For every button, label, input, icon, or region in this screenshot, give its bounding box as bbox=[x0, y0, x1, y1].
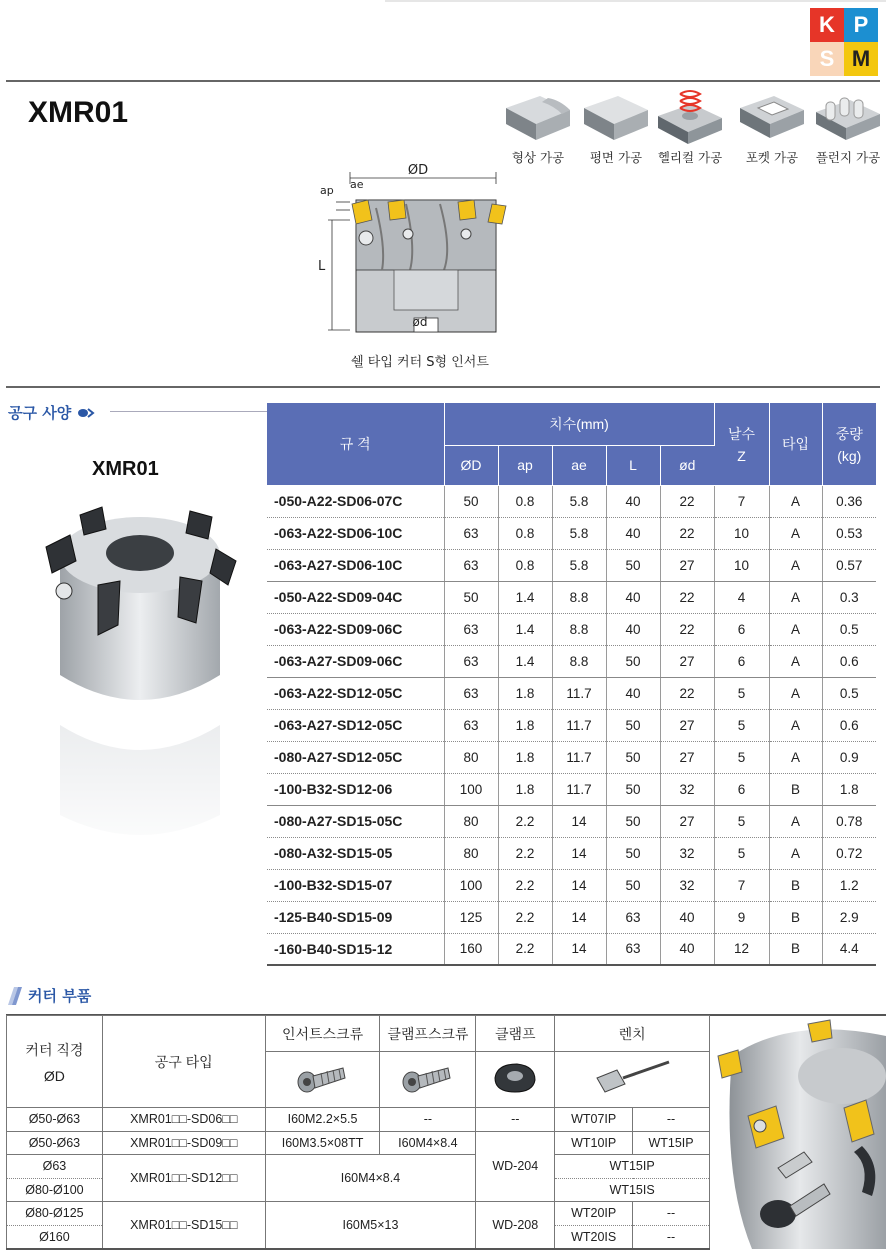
cell-insert-screw: I60M3.5×08TT bbox=[265, 1131, 380, 1155]
cell-flutes: 10 bbox=[714, 549, 769, 581]
cell-wrench-1: WT20IS bbox=[555, 1225, 633, 1249]
cell-weight: 0.53 bbox=[822, 517, 876, 549]
cell-flutes: 7 bbox=[714, 485, 769, 517]
cell-l: 50 bbox=[606, 741, 660, 773]
spec-row bbox=[267, 709, 876, 741]
cell-type: A bbox=[769, 645, 822, 677]
cell-wrench-1: WT07IP bbox=[555, 1108, 633, 1132]
spec-row bbox=[267, 741, 876, 773]
cell-designation: -063-A22-SD06-10C bbox=[267, 517, 444, 549]
cell-ap: 1.4 bbox=[498, 581, 552, 613]
operation-face bbox=[576, 88, 656, 166]
cell-tool-type: XMR01□□-SD09□□ bbox=[102, 1131, 265, 1155]
header-flutes-sub: Z bbox=[737, 447, 746, 464]
cell-ae: 5.8 bbox=[552, 549, 606, 581]
cell-type: A bbox=[769, 741, 822, 773]
cell-bore: 22 bbox=[660, 517, 714, 549]
cell-od: 63 bbox=[444, 709, 498, 741]
cell-diameter: Ø50-Ø63 bbox=[7, 1108, 103, 1132]
operation-label: 플런지 가공 bbox=[815, 150, 881, 165]
cell-ae: 5.8 bbox=[552, 485, 606, 517]
spec-row bbox=[267, 773, 876, 805]
cell-ae: 8.8 bbox=[552, 645, 606, 677]
cell-type: A bbox=[769, 613, 822, 645]
cell-wrench-2: -- bbox=[633, 1202, 710, 1226]
cell-l: 50 bbox=[606, 709, 660, 741]
logo-letter-s: S bbox=[810, 42, 844, 76]
cell-designation: -063-A22-SD09-06C bbox=[267, 613, 444, 645]
cell-bore: 32 bbox=[660, 837, 714, 869]
header-bore: ød bbox=[660, 445, 714, 485]
header-tool-type: 공구 타입 bbox=[102, 1016, 265, 1108]
parts-section-label: 커터 부품 bbox=[28, 987, 92, 1005]
cell-screw: I60M4×8.4 bbox=[265, 1155, 476, 1202]
cell-type: A bbox=[769, 581, 822, 613]
cell-designation: -125-B40-SD15-09 bbox=[267, 901, 444, 933]
wrench-image bbox=[555, 1052, 710, 1108]
cell-wrench: WT15IS bbox=[555, 1178, 710, 1202]
cell-weight: 0.57 bbox=[822, 549, 876, 581]
cell-od: 100 bbox=[444, 869, 498, 901]
cell-type: A bbox=[769, 549, 822, 581]
cell-weight: 2.9 bbox=[822, 901, 876, 933]
cell-bore: 27 bbox=[660, 709, 714, 741]
cell-flutes: 10 bbox=[714, 517, 769, 549]
cell-od: 160 bbox=[444, 933, 498, 965]
cell-bore: 22 bbox=[660, 677, 714, 709]
cell-ap: 1.8 bbox=[498, 709, 552, 741]
cell-bore: 27 bbox=[660, 549, 714, 581]
cell-od: 63 bbox=[444, 517, 498, 549]
wrench-icon bbox=[587, 1058, 677, 1098]
spec-row bbox=[267, 517, 876, 549]
cell-type: B bbox=[769, 869, 822, 901]
cell-flutes: 5 bbox=[714, 709, 769, 741]
cell-diameter: Ø160 bbox=[7, 1225, 103, 1249]
cell-ap: 1.8 bbox=[498, 741, 552, 773]
cell-wrench-2: -- bbox=[633, 1225, 710, 1249]
cell-designation: -063-A27-SD09-06C bbox=[267, 645, 444, 677]
cell-designation: -063-A27-SD06-10C bbox=[267, 549, 444, 581]
cell-diameter: Ø50-Ø63 bbox=[7, 1131, 103, 1155]
cell-flutes: 6 bbox=[714, 645, 769, 677]
cell-bore: 40 bbox=[660, 901, 714, 933]
header-weight-sub: (kg) bbox=[837, 447, 862, 464]
cell-type: B bbox=[769, 901, 822, 933]
cell-weight: 0.5 bbox=[822, 613, 876, 645]
cell-od: 63 bbox=[444, 549, 498, 581]
cell-weight: 0.6 bbox=[822, 709, 876, 741]
header-weight bbox=[822, 403, 876, 485]
cell-weight: 0.5 bbox=[822, 677, 876, 709]
header-clamp: 클램프 bbox=[476, 1016, 555, 1052]
cell-bore: 22 bbox=[660, 485, 714, 517]
product-label: XMR01 bbox=[92, 458, 159, 480]
cell-weight: 0.36 bbox=[822, 485, 876, 517]
spec-row bbox=[267, 933, 876, 965]
cell-od: 63 bbox=[444, 645, 498, 677]
cell-diameter: Ø80-Ø125 bbox=[7, 1202, 103, 1226]
dim-length: L bbox=[318, 259, 326, 274]
operation-helical bbox=[650, 88, 730, 166]
cell-bore: 27 bbox=[660, 741, 714, 773]
cell-ae: 11.7 bbox=[552, 709, 606, 741]
cell-flutes: 4 bbox=[714, 581, 769, 613]
header-flutes-label: 날수 bbox=[727, 425, 756, 442]
cell-l: 40 bbox=[606, 581, 660, 613]
cell-od: 63 bbox=[444, 613, 498, 645]
section-title-rule bbox=[110, 411, 270, 412]
cell-l: 40 bbox=[606, 677, 660, 709]
section-divider bbox=[6, 386, 880, 388]
operation-profile bbox=[498, 88, 578, 166]
cell-flutes: 5 bbox=[714, 741, 769, 773]
cell-ap: 1.4 bbox=[498, 613, 552, 645]
cell-ap: 2.2 bbox=[498, 869, 552, 901]
cell-flutes: 9 bbox=[714, 901, 769, 933]
cell-ae: 14 bbox=[552, 837, 606, 869]
clamp-screw-image bbox=[380, 1052, 476, 1108]
cell-designation: -080-A32-SD15-05 bbox=[267, 837, 444, 869]
cell-type: B bbox=[769, 773, 822, 805]
profile-machining-icon bbox=[502, 88, 574, 144]
cell-wrench-2: -- bbox=[633, 1108, 710, 1132]
spec-row bbox=[267, 677, 876, 709]
cell-type: A bbox=[769, 517, 822, 549]
cell-ae: 11.7 bbox=[552, 773, 606, 805]
header-cutter-diameter-label: 커터 직경 bbox=[25, 1041, 84, 1058]
cell-od: 100 bbox=[444, 773, 498, 805]
cell-designation: -100-B32-SD15-07 bbox=[267, 869, 444, 901]
cell-ap: 2.2 bbox=[498, 837, 552, 869]
cell-tool-type: XMR01□□-SD15□□ bbox=[102, 1202, 265, 1249]
cell-ae: 14 bbox=[552, 805, 606, 837]
cell-bore: 22 bbox=[660, 581, 714, 613]
plunge-machining-icon bbox=[812, 88, 884, 144]
cell-flutes: 5 bbox=[714, 837, 769, 869]
cell-bore: 32 bbox=[660, 869, 714, 901]
cell-weight: 4.4 bbox=[822, 933, 876, 965]
cell-ae: 14 bbox=[552, 869, 606, 901]
cell-l: 50 bbox=[606, 837, 660, 869]
cell-type: B bbox=[769, 933, 822, 965]
cell-bore: 27 bbox=[660, 805, 714, 837]
operation-label: 형상 가공 bbox=[511, 150, 565, 165]
cell-clamp-screw: -- bbox=[380, 1108, 476, 1132]
cell-tool-type: XMR01□□-SD12□□ bbox=[102, 1155, 265, 1202]
slash-marker-icon bbox=[8, 987, 22, 1005]
header-cutter-diameter bbox=[7, 1016, 103, 1108]
cell-ae: 5.8 bbox=[552, 517, 606, 549]
cell-l: 63 bbox=[606, 933, 660, 965]
operation-pocket bbox=[732, 88, 812, 166]
cell-designation: -063-A22-SD12-05C bbox=[267, 677, 444, 709]
cell-type: A bbox=[769, 677, 822, 709]
header-type: 타입 bbox=[769, 403, 822, 485]
double-chevron-icon bbox=[77, 408, 95, 418]
insert-screw-image bbox=[265, 1052, 380, 1108]
header-divider bbox=[6, 80, 880, 82]
spec-table bbox=[267, 403, 876, 966]
spec-table-body bbox=[267, 485, 876, 965]
operation-plunge bbox=[808, 88, 886, 166]
dim-ae: ae bbox=[350, 178, 364, 191]
parts-row bbox=[7, 1155, 710, 1179]
face-machining-icon bbox=[580, 88, 652, 144]
cell-ap: 1.8 bbox=[498, 677, 552, 709]
cell-od: 50 bbox=[444, 485, 498, 517]
helical-machining-icon bbox=[654, 88, 726, 144]
cell-ap: 2.2 bbox=[498, 901, 552, 933]
spec-row bbox=[267, 869, 876, 901]
drawing-caption: 쉘 타입 커터 S형 인서트 bbox=[351, 355, 489, 370]
header-wrench: 렌치 bbox=[555, 1016, 710, 1052]
cell-designation: -160-B40-SD15-12 bbox=[267, 933, 444, 965]
cell-designation: -050-A22-SD06-07C bbox=[267, 485, 444, 517]
cell-flutes: 7 bbox=[714, 869, 769, 901]
header-ap: ap bbox=[498, 445, 552, 485]
operation-label: 평면 가공 bbox=[589, 150, 643, 165]
cell-ae: 11.7 bbox=[552, 677, 606, 709]
spec-row bbox=[267, 837, 876, 869]
cell-ap: 1.8 bbox=[498, 773, 552, 805]
header-weight-label: 중량 bbox=[835, 425, 863, 442]
cell-ap: 2.2 bbox=[498, 933, 552, 965]
cell-l: 50 bbox=[606, 773, 660, 805]
spec-row bbox=[267, 901, 876, 933]
cell-bore: 27 bbox=[660, 645, 714, 677]
top-rule bbox=[385, 0, 886, 2]
header-l: L bbox=[606, 445, 660, 485]
logo-letter-m: M bbox=[844, 42, 878, 76]
cell-l: 40 bbox=[606, 485, 660, 517]
cell-l: 50 bbox=[606, 869, 660, 901]
cell-wrench-1: WT20IP bbox=[555, 1202, 633, 1226]
cell-insert-screw: I60M2.2×5.5 bbox=[265, 1108, 380, 1132]
cell-weight: 0.9 bbox=[822, 741, 876, 773]
cell-flutes: 6 bbox=[714, 773, 769, 805]
spec-row bbox=[267, 581, 876, 613]
cell-bore: 32 bbox=[660, 773, 714, 805]
cell-screw: I60M5×13 bbox=[265, 1202, 476, 1249]
cell-weight: 0.78 bbox=[822, 805, 876, 837]
cell-od: 80 bbox=[444, 741, 498, 773]
spec-row bbox=[267, 645, 876, 677]
header-designation: 규 격 bbox=[267, 403, 444, 485]
cell-l: 40 bbox=[606, 613, 660, 645]
header-cutter-diameter-sub: ØD bbox=[43, 1067, 65, 1084]
dim-ap: ap bbox=[320, 184, 334, 197]
cell-designation: -080-A27-SD15-05C bbox=[267, 805, 444, 837]
cutter-closeup-photo bbox=[712, 1016, 886, 1249]
spec-row bbox=[267, 613, 876, 645]
cell-od: 80 bbox=[444, 805, 498, 837]
cell-ae: 14 bbox=[552, 933, 606, 965]
cell-designation: -050-A22-SD09-04C bbox=[267, 581, 444, 613]
cell-weight: 0.3 bbox=[822, 581, 876, 613]
clamp-icon bbox=[487, 1058, 543, 1098]
cell-ae: 8.8 bbox=[552, 581, 606, 613]
cell-ae: 8.8 bbox=[552, 613, 606, 645]
spec-section-title bbox=[8, 402, 95, 423]
cell-diameter: Ø80-Ø100 bbox=[7, 1178, 103, 1202]
cell-l: 50 bbox=[606, 805, 660, 837]
parts-row bbox=[7, 1131, 710, 1155]
cell-flutes: 5 bbox=[714, 805, 769, 837]
header-insert-screw: 인서트스크류 bbox=[265, 1016, 380, 1052]
parts-row bbox=[7, 1108, 710, 1132]
cell-wrench-2: WT15IP bbox=[633, 1131, 710, 1155]
pocket-machining-icon bbox=[736, 88, 808, 144]
logo-letter-p: P bbox=[844, 8, 878, 42]
cell-flutes: 6 bbox=[714, 613, 769, 645]
header-ae: ae bbox=[552, 445, 606, 485]
cell-type: A bbox=[769, 485, 822, 517]
cell-designation: -063-A27-SD12-05C bbox=[267, 709, 444, 741]
cell-od: 63 bbox=[444, 677, 498, 709]
cell-ae: 11.7 bbox=[552, 741, 606, 773]
header-flutes bbox=[714, 403, 769, 485]
cell-ae: 14 bbox=[552, 901, 606, 933]
clamp-image bbox=[476, 1052, 555, 1108]
cell-designation: -080-A27-SD12-05C bbox=[267, 741, 444, 773]
cell-flutes: 5 bbox=[714, 677, 769, 709]
cell-od: 50 bbox=[444, 581, 498, 613]
spec-row bbox=[267, 549, 876, 581]
dim-diameter: ØD bbox=[407, 163, 429, 178]
cell-diameter: Ø63 bbox=[7, 1155, 103, 1179]
cell-ap: 0.8 bbox=[498, 517, 552, 549]
cell-ap: 2.2 bbox=[498, 805, 552, 837]
logo-letter-k: K bbox=[810, 8, 844, 42]
cell-l: 50 bbox=[606, 645, 660, 677]
cell-type: A bbox=[769, 805, 822, 837]
insert-screw-icon bbox=[293, 1058, 353, 1098]
cell-clamp: WD-204 bbox=[476, 1131, 555, 1202]
parts-row bbox=[7, 1202, 710, 1226]
cell-bore: 22 bbox=[660, 613, 714, 645]
cell-clamp-screw: I60M4×8.4 bbox=[380, 1131, 476, 1155]
cell-clamp: WD-208 bbox=[476, 1202, 555, 1249]
header-od: ØD bbox=[444, 445, 498, 485]
cell-flutes: 12 bbox=[714, 933, 769, 965]
cell-ap: 0.8 bbox=[498, 549, 552, 581]
cell-l: 63 bbox=[606, 901, 660, 933]
header-clamp-screw: 클램프스크류 bbox=[380, 1016, 476, 1052]
cell-ap: 1.4 bbox=[498, 645, 552, 677]
cell-od: 80 bbox=[444, 837, 498, 869]
cell-weight: 0.6 bbox=[822, 645, 876, 677]
dim-bore: ød bbox=[412, 315, 428, 329]
cell-weight: 1.8 bbox=[822, 773, 876, 805]
kpsm-logo bbox=[810, 8, 878, 76]
cell-type: A bbox=[769, 837, 822, 869]
operation-label: 헬리컬 가공 bbox=[657, 150, 723, 165]
parts-section-title bbox=[8, 985, 91, 1006]
cell-tool-type: XMR01□□-SD06□□ bbox=[102, 1108, 265, 1132]
cell-clamp: -- bbox=[476, 1108, 555, 1132]
cell-ap: 0.8 bbox=[498, 485, 552, 517]
spec-row bbox=[267, 805, 876, 837]
cell-bore: 40 bbox=[660, 933, 714, 965]
header-dimensions: 치수(mm) bbox=[444, 403, 714, 445]
cell-od: 125 bbox=[444, 901, 498, 933]
parts-table bbox=[6, 1015, 710, 1250]
page-title: XMR01 bbox=[28, 96, 129, 129]
technical-drawing bbox=[316, 158, 526, 333]
cell-weight: 0.72 bbox=[822, 837, 876, 869]
operation-label: 포켓 가공 bbox=[745, 150, 799, 165]
cell-l: 50 bbox=[606, 549, 660, 581]
cell-type: A bbox=[769, 709, 822, 741]
spec-section-label: 공구 사양 bbox=[8, 404, 72, 422]
cell-weight: 1.2 bbox=[822, 869, 876, 901]
cell-designation: -100-B32-SD12-06 bbox=[267, 773, 444, 805]
clamp-screw-icon bbox=[398, 1058, 458, 1098]
cell-wrench-1: WT10IP bbox=[555, 1131, 633, 1155]
spec-row bbox=[267, 485, 876, 517]
cell-wrench: WT15IP bbox=[555, 1155, 710, 1179]
cutter-photo bbox=[40, 495, 240, 865]
cell-l: 40 bbox=[606, 517, 660, 549]
machining-operations bbox=[500, 88, 886, 168]
